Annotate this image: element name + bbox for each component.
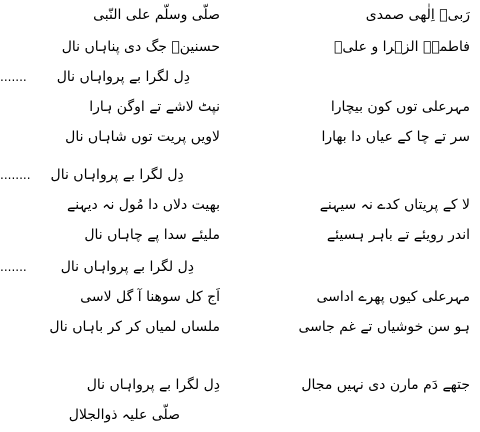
ellipsis: .......	[0, 260, 27, 274]
verse-line: اَج کل سوھنا آ گل لاسی	[80, 289, 220, 305]
verse-line: لاویں پریت توں شاہاں نال	[65, 129, 220, 145]
verse-line: حسنینؓ جگ دی پناہاں نال	[61, 39, 220, 55]
refrain-text: دِل لگرا بے پرواہاں نال	[50, 167, 184, 183]
ellipsis: .......	[0, 70, 27, 84]
verse-line: بھیت دلاں دا مُول نہ دیہنے	[67, 197, 220, 213]
verse-line: مہرعلی کیوں پھرے اداسی	[316, 289, 470, 305]
refrain-text: دِل لگرا بے پرواہاں نال	[60, 259, 194, 275]
verse-line: ملیئے سدا پے چاہاں نال	[84, 227, 220, 243]
verse-line: فاطمۃؓ الزہرا و علیؓ	[333, 39, 470, 55]
verse-line: اندر رویئے تے باہر ہسیئے	[326, 227, 470, 243]
verse-line: دِل لگرا بے پرواہاں نال	[86, 377, 220, 393]
ellipsis: ........	[0, 168, 31, 182]
verse-line: رَبیؐ اِلٰھی صمدی	[365, 7, 470, 23]
refrain-line	[0, 258, 194, 276]
verse-line: لا کے پریتاں کدے نہ سیہنے	[319, 197, 470, 213]
closing-line: صلّی علیہ ذوالجلال	[68, 407, 180, 423]
verse-line: نپٹ لاشے تے اوگن ہارا	[89, 99, 220, 115]
refrain-line	[0, 68, 190, 86]
refrain-line	[0, 166, 184, 184]
verse-line: صلّی وسلّم علی النّبی	[93, 7, 220, 23]
verse-line: ہو سن خوشیاں تے غم جاسی	[298, 319, 470, 335]
refrain-text: دِل لگرا بے پرواہاں نال	[56, 69, 190, 85]
verse-line: سر تے چا کے عیاں دا بھارا	[321, 129, 470, 145]
verse-line: جتھے دَم مارن دی نہیں مجال	[301, 377, 470, 393]
verse-line: ملساں لمیاں کر کر باہاں نال	[49, 319, 220, 335]
verse-line: مہرعلی توں کون بیچارا	[330, 99, 470, 115]
